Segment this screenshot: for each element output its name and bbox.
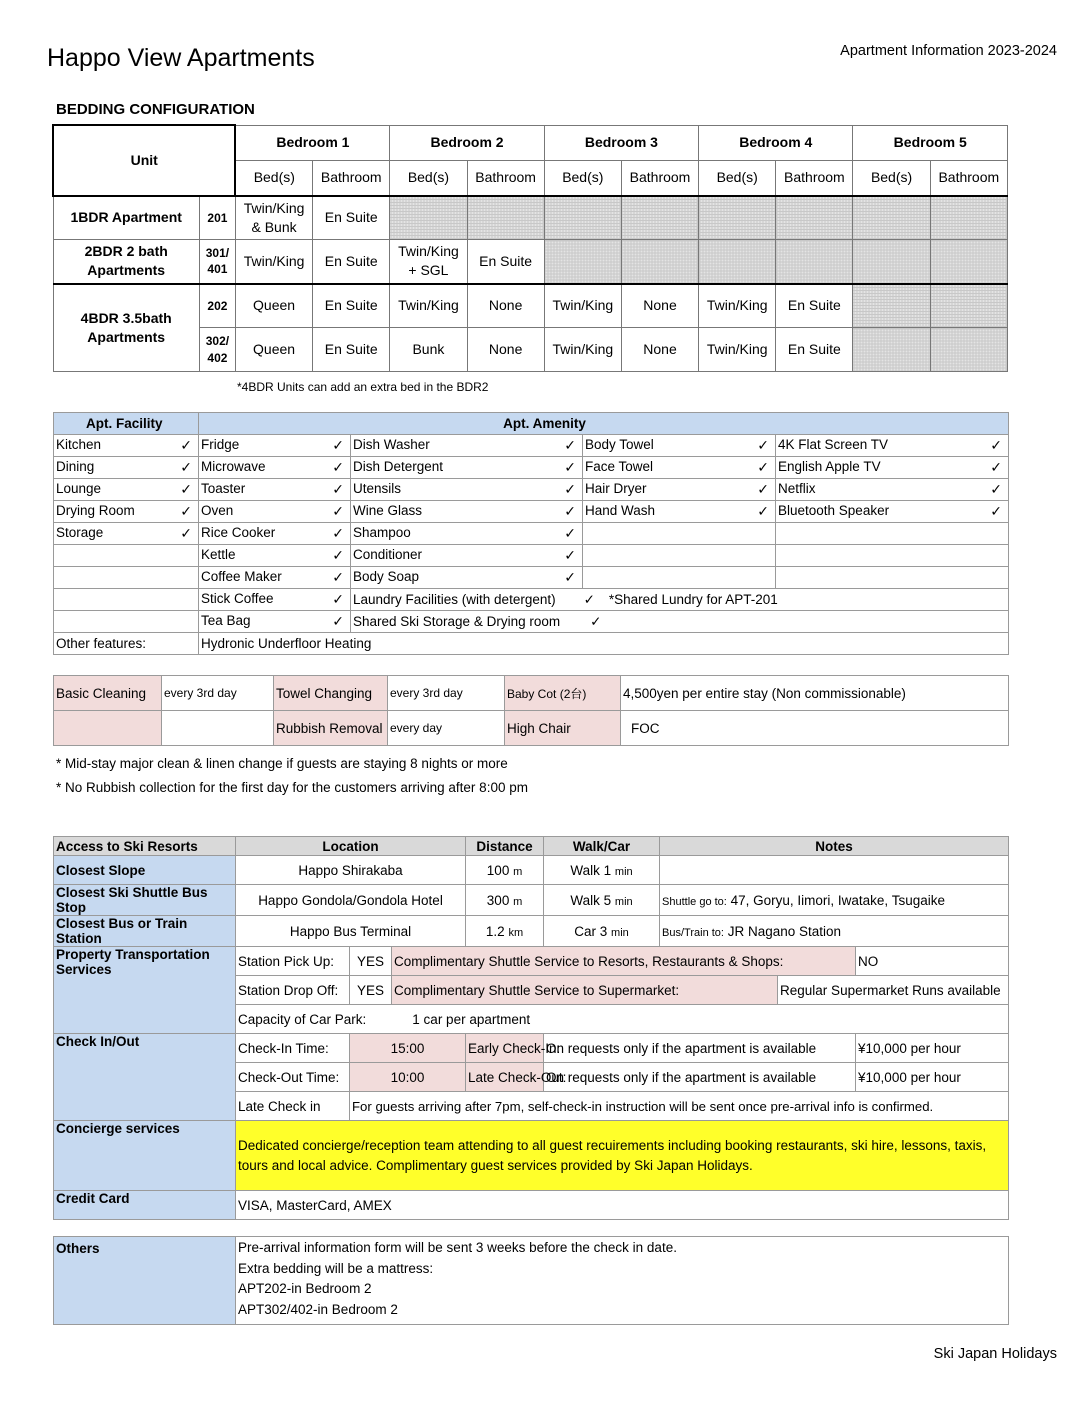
- others-value: [236, 1237, 1009, 1325]
- bed-value: Twin/King: [235, 240, 312, 284]
- unavailable-cell: [930, 240, 1007, 284]
- check-icon: ✓: [332, 503, 344, 519]
- transport-row: [54, 947, 1009, 976]
- check-icon: ✓: [990, 481, 1003, 497]
- bed-value: Queen: [235, 284, 312, 328]
- shuttle-stop-distance: 300 m: [466, 885, 544, 916]
- unavailable-cell: [776, 240, 853, 284]
- empty-cell: [54, 611, 199, 633]
- station-location: Happo Bus Terminal: [236, 916, 466, 947]
- dropoff-label: Station Drop Off:: [236, 976, 350, 1005]
- bath-subheader: Bathroom: [467, 160, 544, 196]
- unit-header: Unit: [53, 125, 235, 196]
- bath-value: En Suite: [467, 240, 544, 284]
- concierge-value: Dedicated concierge/reception team attending to all guest recuirements including booking restaurants, ski hire, lessons, taxis, tours and local advice. Complimentary guest services provided by Ski Japan Holidays.: [236, 1121, 1009, 1191]
- rubbish-removal-label: Rubbish Removal: [274, 711, 388, 746]
- check-icon: ✓: [757, 503, 769, 519]
- transport-label: Property Transportation Services: [54, 947, 236, 1034]
- check-icon: ✓: [583, 591, 595, 607]
- facility-item: Oven ✓: [199, 501, 351, 523]
- unavailable-cell: [699, 240, 776, 284]
- amenity-item: Face Towel ✓: [583, 457, 776, 479]
- facility-item: Rice Cooker ✓: [199, 523, 351, 545]
- others-line: APT302/402-in Bedroom 2: [238, 1301, 398, 1317]
- empty-cell: [54, 545, 199, 567]
- check-icon: ✓: [332, 481, 344, 497]
- amenity-item: Hand Wash ✓: [583, 501, 776, 523]
- bed-value: Twin/King: [699, 328, 776, 372]
- check-icon: ✓: [332, 569, 344, 585]
- facility-item: Coffee Maker ✓: [199, 567, 351, 589]
- empty-cell: [776, 523, 1009, 545]
- unavailable-cell: [621, 240, 698, 284]
- bedroom-5-header: Bedroom 5: [853, 125, 1008, 160]
- supermarket-shuttle-value: Regular Supermarket Runs available: [778, 976, 1009, 1005]
- bedding-row-4bdr-202: [53, 284, 1008, 328]
- station-label: Closest Bus or Train Station: [54, 916, 236, 947]
- check-icon: ✓: [332, 613, 344, 629]
- facility-item: Stick Coffee ✓: [199, 589, 351, 611]
- unavailable-cell: [930, 284, 1007, 328]
- shuttle-stop-notes: Shuttle go to: 47, Goryu, Iimori, Iwatake, Tsugaike: [660, 885, 1009, 916]
- unavailable-cell: [621, 196, 698, 240]
- towel-changing-freq: every 3rd day: [388, 676, 505, 711]
- facility-row: [54, 589, 1009, 611]
- facility-header-row: [54, 413, 1009, 435]
- facility-item: Microwave ✓: [199, 457, 351, 479]
- facility-row: [54, 611, 1009, 633]
- early-checkin-fee: ¥10,000 per hour: [856, 1034, 1009, 1063]
- facility-item: Storage ✓: [54, 523, 199, 545]
- empty-cell: [583, 545, 776, 567]
- station-distance: 1.2 km: [466, 916, 544, 947]
- facility-row: [54, 523, 1009, 545]
- closest-slope-label: Closest Slope: [54, 856, 236, 885]
- unit-number: 301/ 401: [199, 240, 235, 284]
- checkin-time-label: Check-In Time:: [236, 1034, 350, 1063]
- others-line: Extra bedding will be a mattress:: [238, 1260, 434, 1276]
- credit-card-label: Credit Card: [54, 1191, 236, 1220]
- unavailable-cell: [930, 328, 1007, 372]
- facility-row: [54, 479, 1009, 501]
- unit-type: 4BDR 3.5bath Apartments: [53, 284, 199, 372]
- basic-cleaning-freq: every 3rd day: [162, 676, 274, 711]
- check-icon: ✓: [564, 459, 576, 475]
- carpark: [236, 1005, 1009, 1034]
- check-icon: ✓: [332, 437, 344, 453]
- facility-row: [54, 567, 1009, 589]
- others-row: [54, 1237, 1009, 1325]
- bed-subheader: Bed(s): [390, 160, 467, 196]
- access-header-row: [54, 837, 1009, 856]
- check-icon: ✓: [590, 613, 602, 629]
- empty-cell: [162, 711, 274, 746]
- access-header: Access to Ski Resorts: [54, 837, 236, 856]
- unavailable-cell: [699, 196, 776, 240]
- checkout-time-value: 10:00: [350, 1063, 466, 1092]
- empty-cell: [776, 545, 1009, 567]
- facility-item: Toaster ✓: [199, 479, 351, 501]
- pickup-value: YES: [350, 947, 392, 976]
- check-icon: ✓: [332, 591, 344, 607]
- facility-item: Dish Washer ✓: [351, 435, 583, 457]
- facility-row: [54, 435, 1009, 457]
- station-row: [54, 916, 1009, 947]
- check-icon: ✓: [990, 437, 1003, 453]
- unit-type: 2BDR 2 bath Apartments: [53, 240, 199, 284]
- bath-value: En Suite: [313, 196, 390, 240]
- bath-subheader: Bathroom: [313, 160, 390, 196]
- bed-value: Twin/King & Bunk: [235, 196, 312, 240]
- walkcar-header: Walk/Car: [544, 837, 660, 856]
- facility-item: Shampoo ✓: [351, 523, 583, 545]
- check-icon: ✓: [564, 569, 576, 585]
- baby-cot-value: 4,500yen per entire stay (Non commissionable): [621, 676, 1009, 711]
- unavailable-cell: [853, 284, 930, 328]
- bedding-note: *4BDR Units can add an extra bed in the BDR2: [237, 380, 489, 394]
- late-checkout-value: On requests only if the apartment is available: [544, 1063, 856, 1092]
- shuttle-stop-location: Happo Gondola/Gondola Hotel: [236, 885, 466, 916]
- ski-storage-item: Shared Ski Storage & Drying room ✓: [351, 611, 1009, 633]
- bath-value: En Suite: [776, 284, 853, 328]
- checkin-label: Check In/Out: [54, 1034, 236, 1121]
- shuttle-stop-label: Closest Ski Shuttle Bus Stop: [54, 885, 236, 916]
- facility-item: Conditioner ✓: [351, 545, 583, 567]
- unavailable-cell: [467, 196, 544, 240]
- credit-card-value: VISA, MasterCard, AMEX: [236, 1191, 1009, 1220]
- bed-value: Twin/King: [699, 284, 776, 328]
- unavailable-cell: [776, 196, 853, 240]
- laundry-note: *Shared Lundry for APT-201: [608, 591, 778, 607]
- facility-item: Kitchen ✓: [54, 435, 199, 457]
- unavailable-cell: [544, 240, 621, 284]
- facility-item: Body Soap ✓: [351, 567, 583, 589]
- checkin-time-value: 15:00: [350, 1034, 466, 1063]
- bath-value: En Suite: [313, 284, 390, 328]
- bed-value: Queen: [235, 328, 312, 372]
- bedding-table: [52, 124, 1008, 372]
- check-icon: ✓: [564, 503, 576, 519]
- concierge-label: Concierge services: [54, 1121, 236, 1191]
- bedding-section-title: BEDDING CONFIGURATION: [56, 101, 255, 118]
- service-notes: [56, 752, 528, 800]
- unit-type: 1BDR Apartment: [53, 196, 199, 240]
- services-row: [54, 711, 1009, 746]
- check-icon: ✓: [564, 437, 576, 453]
- amenity-item: Hair Dryer ✓: [583, 479, 776, 501]
- early-checkin-value: On requests only if the apartment is available: [544, 1034, 856, 1063]
- bath-value: None: [467, 328, 544, 372]
- resort-shuttle-label: Complimentary Shuttle Service to Resorts, Restaurants & Shops:: [392, 947, 856, 976]
- others-table: [53, 1236, 1009, 1325]
- unavailable-cell: [930, 196, 1007, 240]
- footer-brand: Ski Japan Holidays: [933, 1346, 1057, 1362]
- check-icon: ✓: [990, 459, 1003, 475]
- empty-cell: [583, 523, 776, 545]
- page-title: Happo View Apartments: [47, 44, 315, 72]
- bedding-row-2bdr: [53, 240, 1008, 284]
- pickup-label: Station Pick Up:: [236, 947, 350, 976]
- empty-cell: [776, 567, 1009, 589]
- empty-cell: [54, 567, 199, 589]
- unavailable-cell: [390, 196, 467, 240]
- bed-subheader: Bed(s): [699, 160, 776, 196]
- access-table: [53, 836, 1009, 1220]
- services-row: [54, 676, 1009, 711]
- baby-cot-label: Baby Cot (2台): [505, 676, 621, 711]
- bedroom-2-header: Bedroom 2: [390, 125, 544, 160]
- towel-changing-label: Towel Changing: [274, 676, 388, 711]
- bed-subheader: Bed(s): [235, 160, 312, 196]
- bath-value: En Suite: [313, 328, 390, 372]
- distance-header: Distance: [466, 837, 544, 856]
- amenity-item: Netflix ✓: [776, 479, 1009, 501]
- mid-stay-note: * Mid-stay major clean & linen change if guests are staying 8 nights or more: [56, 756, 508, 771]
- late-checkin-value: For guests arriving after 7pm, self-check-in instruction will be sent once pre-arrival info is confirmed.: [350, 1092, 1009, 1121]
- empty-cell: [54, 589, 199, 611]
- check-icon: ✓: [564, 481, 576, 497]
- unavailable-cell: [853, 196, 930, 240]
- bath-value: None: [467, 284, 544, 328]
- closest-slope-location: Happo Shirakaba: [236, 856, 466, 885]
- check-icon: ✓: [564, 525, 576, 541]
- unavailable-cell: [544, 196, 621, 240]
- others-line: APT202-in Bedroom 2: [238, 1281, 372, 1296]
- facility-table: [53, 412, 1009, 655]
- bedding-header-row: [53, 125, 1008, 160]
- high-chair-label: High Chair: [505, 711, 621, 746]
- facility-header: Apt. Facility: [54, 413, 199, 435]
- bath-value: None: [621, 328, 698, 372]
- check-icon: ✓: [757, 437, 769, 453]
- credit-card-row: [54, 1191, 1009, 1220]
- location-header: Location: [236, 837, 466, 856]
- bed-subheader: Bed(s): [544, 160, 621, 196]
- bedroom-3-header: Bedroom 3: [544, 125, 698, 160]
- resort-shuttle-value: NO: [856, 947, 1009, 976]
- unavailable-cell: [853, 328, 930, 372]
- check-icon: ✓: [180, 481, 192, 497]
- check-icon: ✓: [564, 547, 576, 563]
- amenity-item: Bluetooth Speaker ✓: [776, 501, 1009, 523]
- bath-value: En Suite: [313, 240, 390, 284]
- concierge-row: [54, 1121, 1009, 1191]
- checkin-row: [54, 1034, 1009, 1063]
- empty-cell: [660, 856, 1009, 885]
- check-icon: ✓: [990, 503, 1003, 519]
- laundry-item: Laundry Facilities (with detergent) ✓ *Shared Lundry for APT-201: [351, 589, 1009, 611]
- station-notes: Bus/Train to: JR Nagano Station: [660, 916, 1009, 947]
- unit-number: 302/ 402: [199, 328, 235, 372]
- checkout-time-label: Check-Out Time:: [236, 1063, 350, 1092]
- facility-item: Dining ✓: [54, 457, 199, 479]
- supermarket-shuttle-label: Complimentary Shuttle Service to Supermarket:: [392, 976, 778, 1005]
- facility-item: Drying Room ✓: [54, 501, 199, 523]
- page-subtitle: Apartment Information 2023-2024: [840, 43, 1057, 59]
- dropoff-value: YES: [350, 976, 392, 1005]
- facility-item: Tea Bag ✓: [199, 611, 351, 633]
- check-icon: ✓: [757, 459, 769, 475]
- empty-cell: [583, 567, 776, 589]
- bedroom-4-header: Bedroom 4: [699, 125, 853, 160]
- amenity-header: Apt. Amenity: [199, 413, 1009, 435]
- shuttle-stop-mode: Walk 5 min: [544, 885, 660, 916]
- bed-value: Twin/King + SGL: [390, 240, 467, 284]
- others-label: Others: [54, 1237, 236, 1325]
- check-icon: ✓: [332, 547, 344, 563]
- unit-number: 202: [199, 284, 235, 328]
- check-icon: ✓: [180, 459, 192, 475]
- bed-value: Bunk: [390, 328, 467, 372]
- bath-value: En Suite: [776, 328, 853, 372]
- check-icon: ✓: [180, 525, 192, 541]
- early-checkin-label: Early Check-In:: [466, 1034, 544, 1063]
- facility-item: Wine Glass ✓: [351, 501, 583, 523]
- rubbish-removal-freq: every day: [388, 711, 505, 746]
- rubbish-note: * No Rubbish collection for the first day for the customers arriving after 8:00 pm: [56, 780, 528, 795]
- bath-value: None: [621, 284, 698, 328]
- check-icon: ✓: [332, 525, 344, 541]
- bath-subheader: Bathroom: [621, 160, 698, 196]
- facility-item: Fridge ✓: [199, 435, 351, 457]
- closest-slope-distance: 100 m: [466, 856, 544, 885]
- late-checkin-label: Late Check in: [236, 1092, 350, 1121]
- closest-slope-row: [54, 856, 1009, 885]
- facility-item: Utensils ✓: [351, 479, 583, 501]
- amenity-item: 4K Flat Screen TV ✓: [776, 435, 1009, 457]
- services-table: [53, 675, 1009, 746]
- bath-subheader: Bathroom: [776, 160, 853, 196]
- other-features-label: Other features:: [54, 633, 199, 655]
- bedding-row-1bdr: [53, 196, 1008, 240]
- facility-item: Dish Detergent ✓: [351, 457, 583, 479]
- unit-number: 201: [199, 196, 235, 240]
- facility-item: Lounge ✓: [54, 479, 199, 501]
- other-features-value: Hydronic Underfloor Heating: [199, 633, 1009, 655]
- check-icon: ✓: [332, 459, 344, 475]
- carpark-label: Capacity of Car Park:: [238, 1011, 367, 1027]
- bed-subheader: Bed(s): [853, 160, 930, 196]
- empty-cell: [54, 711, 162, 746]
- shuttle-stop-row: [54, 885, 1009, 916]
- bed-value: Twin/King: [544, 284, 621, 328]
- others-line: Pre-arrival information form will be sent 3 weeks before the check in date.: [238, 1240, 677, 1255]
- bedroom-1-header: Bedroom 1: [235, 125, 389, 160]
- bed-value: Twin/King: [544, 328, 621, 372]
- check-icon: ✓: [180, 503, 192, 519]
- late-checkout-fee: ¥10,000 per hour: [856, 1063, 1009, 1092]
- closest-slope-mode: Walk 1 min: [544, 856, 660, 885]
- unavailable-cell: [853, 240, 930, 284]
- amenity-item: Body Towel ✓: [583, 435, 776, 457]
- facility-row: [54, 457, 1009, 479]
- high-chair-value: FOC: [621, 711, 1009, 746]
- bed-value: Twin/King: [390, 284, 467, 328]
- station-mode: Car 3 min: [544, 916, 660, 947]
- check-icon: ✓: [180, 437, 192, 453]
- amenity-item: English Apple TV ✓: [776, 457, 1009, 479]
- other-features-row: [54, 633, 1009, 655]
- late-checkout-label: Late Check-Out:: [466, 1063, 544, 1092]
- notes-header: Notes: [660, 837, 1009, 856]
- bath-subheader: Bathroom: [930, 160, 1007, 196]
- facility-row: [54, 545, 1009, 567]
- check-icon: ✓: [757, 481, 769, 497]
- basic-cleaning-label: Basic Cleaning: [54, 676, 162, 711]
- carpark-value: 1 car per apartment: [412, 1011, 531, 1027]
- facility-row: [54, 501, 1009, 523]
- facility-item: Kettle ✓: [199, 545, 351, 567]
